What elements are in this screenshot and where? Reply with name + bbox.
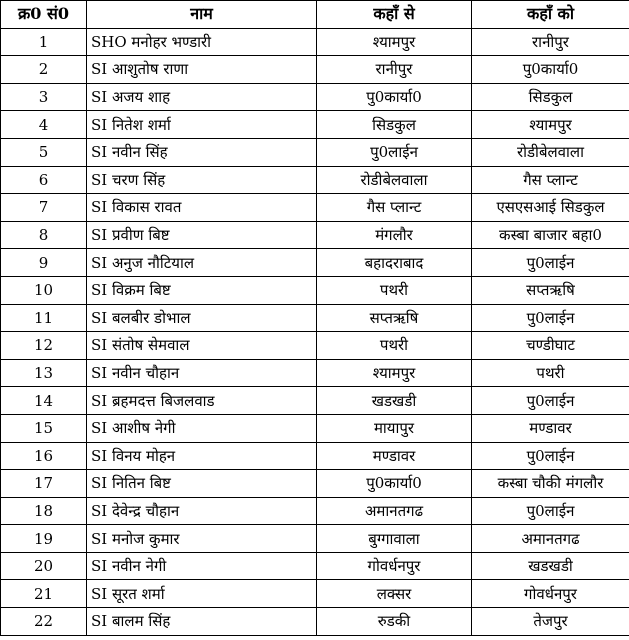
name-cell: SI नितिन बिष्ट xyxy=(87,470,317,498)
serial-number-cell: 18 xyxy=(1,497,87,525)
name-cell: SI नवीन नेगी xyxy=(87,552,317,580)
serial-number-cell: 15 xyxy=(1,414,87,442)
serial-number-cell: 12 xyxy=(1,332,87,360)
to-cell: पु0लाईन xyxy=(472,304,629,332)
serial-number-cell: 9 xyxy=(1,249,87,277)
serial-number-cell: 17 xyxy=(1,470,87,498)
to-cell: एसएसआई सिडकुल xyxy=(472,194,629,222)
table-row xyxy=(1,111,629,139)
table-row xyxy=(1,249,629,277)
from-cell: खडखडी xyxy=(317,387,472,415)
serial-number-cell: 1 xyxy=(1,28,87,56)
name-cell: SI नवीन चौहान xyxy=(87,359,317,387)
header-row xyxy=(1,1,629,29)
serial-number-cell: 10 xyxy=(1,276,87,304)
name-cell: SI ब्रहमदत्त बिजलवाड xyxy=(87,387,317,415)
from-cell: मंगलौर xyxy=(317,221,472,249)
from-cell: रोडीबेलवाला xyxy=(317,166,472,194)
from-cell: रानीपुर xyxy=(317,56,472,84)
serial-number-cell: 14 xyxy=(1,387,87,415)
serial-number-cell: 2 xyxy=(1,56,87,84)
serial-number-cell: 21 xyxy=(1,580,87,608)
table-row xyxy=(1,580,629,608)
serial-number-cell: 11 xyxy=(1,304,87,332)
to-cell: रोडीबेलवाला xyxy=(472,138,629,166)
table-row xyxy=(1,138,629,166)
name-cell: SI देवेन्द्र चौहान xyxy=(87,497,317,525)
from-cell: रुडकी xyxy=(317,608,472,636)
table-body xyxy=(1,28,629,635)
table-row xyxy=(1,387,629,415)
from-cell: मण्डावर xyxy=(317,442,472,470)
from-cell: बुग्गावाला xyxy=(317,525,472,553)
to-cell: कस्बा चौकी मंगलौर xyxy=(472,470,629,498)
serial-number-cell: 16 xyxy=(1,442,87,470)
from-cell: पथरी xyxy=(317,332,472,360)
name-cell: SI चरण सिंह xyxy=(87,166,317,194)
table-row xyxy=(1,497,629,525)
header-to: कहाँ को xyxy=(472,1,629,29)
serial-number-cell: 20 xyxy=(1,552,87,580)
name-cell: SI अजय शाह xyxy=(87,83,317,111)
table-row xyxy=(1,442,629,470)
serial-number-cell: 19 xyxy=(1,525,87,553)
to-cell: पथरी xyxy=(472,359,629,387)
header-name: नाम xyxy=(87,1,317,29)
table-row xyxy=(1,552,629,580)
table-row xyxy=(1,28,629,56)
table-row xyxy=(1,194,629,222)
from-cell: पु0लाईन xyxy=(317,138,472,166)
from-cell: गोवर्धनपुर xyxy=(317,552,472,580)
from-cell: श्यामपुर xyxy=(317,28,472,56)
from-cell: मायापुर xyxy=(317,414,472,442)
to-cell: तेजपुर xyxy=(472,608,629,636)
to-cell: अमानतगढ xyxy=(472,525,629,553)
table-row xyxy=(1,414,629,442)
to-cell: पु0लाईन xyxy=(472,249,629,277)
from-cell: पथरी xyxy=(317,276,472,304)
serial-number-cell: 22 xyxy=(1,608,87,636)
from-cell: बहादराबाद xyxy=(317,249,472,277)
name-cell: SHO मनोहर भण्डारी xyxy=(87,28,317,56)
table-row xyxy=(1,304,629,332)
to-cell: श्यामपुर xyxy=(472,111,629,139)
name-cell: SI प्रवीण बिष्ट xyxy=(87,221,317,249)
serial-number-cell: 7 xyxy=(1,194,87,222)
table-row xyxy=(1,470,629,498)
name-cell: SI मनोज कुमार xyxy=(87,525,317,553)
to-cell: पु0लाईन xyxy=(472,442,629,470)
to-cell: चण्डीघाट xyxy=(472,332,629,360)
serial-number-cell: 3 xyxy=(1,83,87,111)
serial-number-cell: 8 xyxy=(1,221,87,249)
serial-number-cell: 13 xyxy=(1,359,87,387)
to-cell: मण्डावर xyxy=(472,414,629,442)
name-cell: SI विकास रावत xyxy=(87,194,317,222)
name-cell: SI संतोष सेमवाल xyxy=(87,332,317,360)
table-row xyxy=(1,56,629,84)
name-cell: SI सूरत शर्मा xyxy=(87,580,317,608)
name-cell: SI विनय मोहन xyxy=(87,442,317,470)
from-cell: लक्सर xyxy=(317,580,472,608)
table-row xyxy=(1,608,629,636)
name-cell: SI बालम सिंह xyxy=(87,608,317,636)
to-cell: पु0लाईन xyxy=(472,497,629,525)
name-cell: SI आशीष नेगी xyxy=(87,414,317,442)
header-serial-number: क्र0 सं0 xyxy=(1,1,87,29)
to-cell: पु0लाईन xyxy=(472,387,629,415)
from-cell: पु0कार्या0 xyxy=(317,470,472,498)
to-cell: गैस प्लान्ट xyxy=(472,166,629,194)
to-cell: रानीपुर xyxy=(472,28,629,56)
from-cell: श्यामपुर xyxy=(317,359,472,387)
table-row xyxy=(1,359,629,387)
serial-number-cell: 6 xyxy=(1,166,87,194)
from-cell: गैस प्लान्ट xyxy=(317,194,472,222)
to-cell: गोवर्धनपुर xyxy=(472,580,629,608)
name-cell: SI विक्रम बिष्ट xyxy=(87,276,317,304)
name-cell: SI नितेश शर्मा xyxy=(87,111,317,139)
from-cell: सिडकुल xyxy=(317,111,472,139)
name-cell: SI नवीन सिंह xyxy=(87,138,317,166)
name-cell: SI अनुज नौटियाल xyxy=(87,249,317,277)
serial-number-cell: 4 xyxy=(1,111,87,139)
header-from: कहाँ से xyxy=(317,1,472,29)
from-cell: सप्तऋषि xyxy=(317,304,472,332)
to-cell: खडखडी xyxy=(472,552,629,580)
from-cell: अमानतगढ xyxy=(317,497,472,525)
to-cell: कस्बा बाजार बहा0 xyxy=(472,221,629,249)
table-row xyxy=(1,525,629,553)
name-cell: SI बलबीर डोभाल xyxy=(87,304,317,332)
to-cell: सिडकुल xyxy=(472,83,629,111)
serial-number-cell: 5 xyxy=(1,138,87,166)
to-cell: सप्तऋषि xyxy=(472,276,629,304)
table-row xyxy=(1,221,629,249)
table-row xyxy=(1,166,629,194)
table-row xyxy=(1,83,629,111)
to-cell: पु0कार्या0 xyxy=(472,56,629,84)
name-cell: SI आशुतोष राणा xyxy=(87,56,317,84)
table-row xyxy=(1,332,629,360)
table-row xyxy=(1,276,629,304)
from-cell: पु0कार्या0 xyxy=(317,83,472,111)
